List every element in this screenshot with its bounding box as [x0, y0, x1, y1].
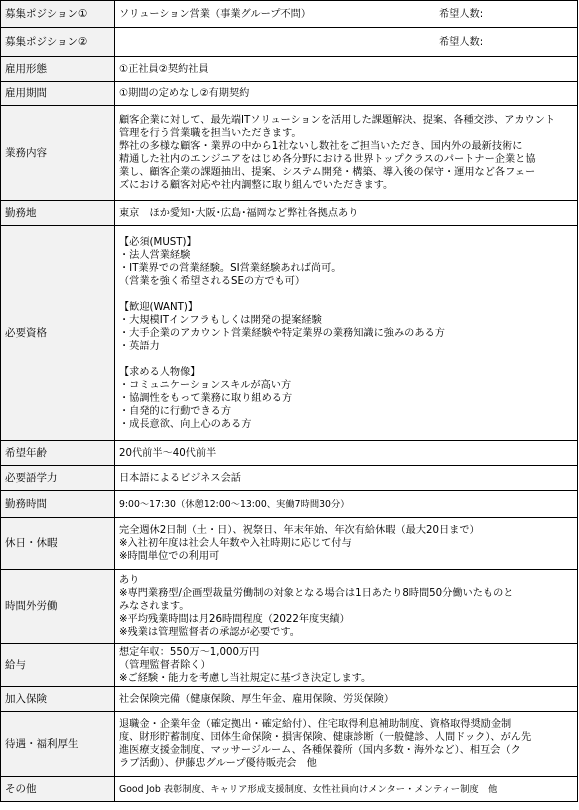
- row-benefits: [1, 712, 578, 777]
- label-job-content: 業務内容: [1, 106, 115, 201]
- label-language: 必要語学力: [1, 466, 115, 491]
- row-overtime: [1, 570, 578, 644]
- row-position-1: [1, 1, 578, 28]
- text-line: 弊社の多様な顧客・業界の中から1社ないし数社をご担当いただき、国内外の最新技術に: [119, 141, 523, 152]
- text-line: ・自発的に行動できる方: [119, 406, 232, 417]
- text-line: ※残業は管理監督者の承認が必要です。: [119, 627, 300, 638]
- row-requirements: [1, 226, 578, 441]
- text-line: 顧客企業に対して、最先端ITソリューションを活用した課題解決、提案、各種交渉、アカウント: [119, 115, 556, 126]
- row-holidays: [1, 518, 578, 570]
- label-requirements: 必要資格: [1, 226, 115, 441]
- row-position-2: [1, 28, 578, 57]
- text-line: ・英語力: [119, 341, 160, 352]
- text-line: ※ご経験・能力を考慮し当社規定に基づき決定します。: [119, 672, 372, 684]
- value-other: [115, 777, 578, 802]
- position-2-name: [119, 36, 439, 49]
- value-holidays: [115, 518, 578, 570]
- value-working-hours: [115, 491, 578, 518]
- text-line: 業し、顧客企業の課題抽出、提案、システム開発・構築、導入後の保守・運用など各フェー: [119, 167, 536, 178]
- value-desired-age: [115, 441, 578, 466]
- label-salary: 給与: [1, 644, 115, 687]
- text-line: 進医療支援金制度、マッサージルーム、各種保養所（国内多数・海外など）、相互会（ク: [119, 745, 521, 756]
- value-insurance: [115, 687, 578, 712]
- value-benefits: [115, 712, 578, 777]
- value-position-2: [115, 28, 578, 57]
- text-line: 20代前半～40代前半: [119, 447, 217, 459]
- label-overtime: 時間外労働: [1, 570, 115, 644]
- value-requirements: [115, 226, 578, 441]
- row-employment-period: [1, 82, 578, 106]
- position-1-count-label: 希望人数:: [439, 8, 484, 20]
- text-line: ・大規模ITインフラもしくは開発の提案経験: [119, 315, 322, 326]
- text-line: ①期間の定めなし②有期契約: [119, 88, 250, 99]
- text-line: 【求める人物像】: [119, 367, 201, 378]
- text-line: ラブ活動）、伊藤忠グループ優待販売会 他: [119, 758, 317, 769]
- row-other: [1, 777, 578, 802]
- value-overtime: [115, 570, 578, 644]
- text-line: ズにおける顧客対応や社内調整に取り組んでいただきます。: [119, 180, 394, 191]
- text-line: 度、財形貯蓄制度、団体生命保険・損害保険、健康診断（一般健診、人間ドック）、がん先: [119, 732, 532, 743]
- label-holidays: 休日・休暇: [1, 518, 115, 570]
- text-line: 東京 ほか愛知･大阪･広島･福岡など弊社各拠点あり: [119, 207, 359, 219]
- text-line: ・成長意欲、向上心のある方: [119, 419, 252, 430]
- text-line: ※入社初年度は社会人年数や入社時期に応じて付与: [119, 538, 352, 549]
- text-line: 社会保険完備（健康保険、厚生年金、雇用保険、労災保険）: [119, 693, 395, 705]
- text-line: 精通した社内のエンジニアをはじめ各分野における世界トップクラスのパートナー企業と協: [119, 154, 536, 165]
- label-work-location: 勤務地: [1, 201, 115, 226]
- text-line: （営業を強く希望されるSEの方でも可）: [119, 276, 306, 287]
- text-line: 退職金・企業年金（確定拠出・確定給付）、住宅取得利息補助制度、資格取得奨励金制: [119, 719, 512, 730]
- text-line: ※平均残業時間は月26時間程度（2022年度実績）: [119, 614, 350, 625]
- text-line: Good Job 表彰制度、キャリア形成支援制度、女性社員向けメンター・メンティー制度 他: [119, 783, 498, 795]
- position-2-count-label: 希望人数:: [439, 36, 484, 48]
- text-line: 9:00～17:30（休憩12:00～13:00、実働7時間30分）: [119, 498, 350, 510]
- text-line: 【歓迎(WANT)】: [119, 302, 199, 313]
- label-employment-type: 雇用形態: [1, 57, 115, 82]
- label-position-2: 募集ポジション②: [1, 28, 115, 57]
- text-line: ①正社員②契約社員: [119, 63, 209, 75]
- value-work-location: [115, 201, 578, 226]
- text-line: 完全週休2日制（土・日）、祝祭日、年末年始、年次有給休暇（最大20日まで）: [119, 525, 480, 536]
- blank-line: [119, 288, 573, 301]
- row-salary: [1, 644, 578, 687]
- label-benefits: 待遇・福利厚生: [1, 712, 115, 777]
- text-line: 想定年収：550万～1,000万円: [119, 646, 260, 658]
- text-line: ・法人営業経験: [119, 250, 191, 261]
- text-line: 【必須(MUST)】: [119, 237, 197, 248]
- value-employment-period: [115, 82, 578, 106]
- text-line: （管理監督者除く）: [119, 659, 211, 671]
- text-line: 日本語によるビジネス会話: [119, 472, 241, 484]
- value-position-1: [115, 1, 578, 28]
- row-working-hours: [1, 491, 578, 518]
- label-employment-period: 雇用期間: [1, 82, 115, 106]
- row-desired-age: [1, 441, 578, 466]
- text-line: ・IT業界での営業経験。SI営業経験あれば尚可。: [119, 263, 342, 274]
- text-line: 管理を行う営業職を担当いただきます。: [119, 128, 302, 139]
- row-job-content: [1, 106, 578, 201]
- blank-line: [119, 353, 573, 366]
- text-line: ※時間単位での利用可: [119, 551, 220, 562]
- value-job-content: [115, 106, 578, 201]
- text-line: あり: [119, 575, 140, 586]
- row-insurance: [1, 687, 578, 712]
- text-line: ・協調性をもって業務に取り組める方: [119, 393, 293, 404]
- label-desired-age: 希望年齢: [1, 441, 115, 466]
- value-language: [115, 466, 578, 491]
- label-other: その他: [1, 777, 115, 802]
- position-1-name: ソリューション営業（事業グループ不問）: [119, 8, 312, 20]
- text-line: ※専門業務型/企画型裁量労働制の対象となる場合は1日あたり8時間50分働いたものと: [119, 588, 514, 599]
- row-work-location: [1, 201, 578, 226]
- text-line: ・大手企業のアカウント営業経験や特定業界の業務知識に強みのある方: [119, 328, 445, 339]
- label-position-1: 募集ポジション①: [1, 1, 115, 28]
- row-language: [1, 466, 578, 491]
- value-employment-type: [115, 57, 578, 82]
- label-working-hours: 勤務時間: [1, 491, 115, 518]
- row-employment-type: [1, 57, 578, 82]
- value-salary: [115, 644, 578, 687]
- text-line: ・コミュニケーションスキルが高い方: [119, 380, 292, 391]
- label-insurance: 加入保険: [1, 687, 115, 712]
- text-line: みなされます。: [119, 601, 190, 612]
